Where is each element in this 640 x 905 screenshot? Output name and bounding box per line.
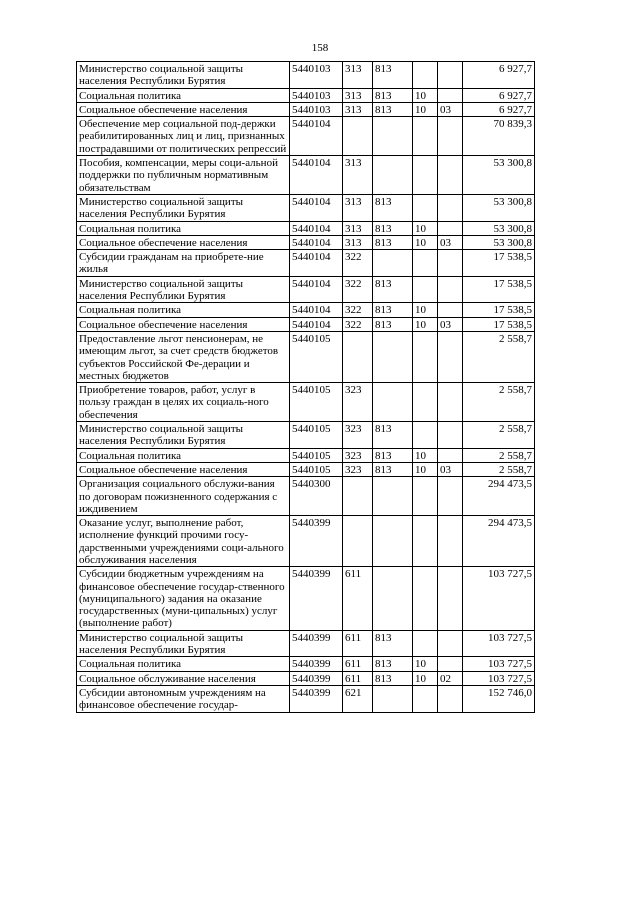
row-amount-cell: 70 839,3: [463, 117, 535, 156]
row-amount-cell: 103 727,5: [463, 630, 535, 657]
row-subsection-cell: 02: [438, 671, 463, 685]
row-section-cell: 10: [413, 235, 438, 249]
row-target-article-cell: 5440300: [290, 477, 343, 516]
row-amount-cell: 17 538,5: [463, 317, 535, 331]
row-amount-cell: 17 538,5: [463, 250, 535, 277]
table-row: [77, 250, 535, 277]
row-target-article-cell: 5440104: [290, 194, 343, 221]
row-section-cell: [413, 117, 438, 156]
table-row: [77, 567, 535, 630]
row-amount-cell: 294 473,5: [463, 516, 535, 567]
row-administrator-cell: [373, 250, 413, 277]
row-amount-cell: 2 558,7: [463, 331, 535, 382]
row-target-article-cell: 5440104: [290, 235, 343, 249]
row-name-cell: Субсидии бюджетным учреждениям на финансовое обеспечение государ-ственного (муниципального) задания на оказание государственных (муни-ципальных) услуг (выполнение работ): [77, 567, 290, 630]
row-expense-type-cell: 611: [343, 630, 373, 657]
table-row: [77, 462, 535, 476]
row-section-cell: 10: [413, 448, 438, 462]
row-expense-type-cell: 611: [343, 567, 373, 630]
row-section-cell: [413, 250, 438, 277]
row-name-cell: Предоставление льгот пенсионерам, не имеющим льгот, за счет средств бюджетов субъектов Российской Фе-дерации и местных бюджетов: [77, 331, 290, 382]
row-administrator-cell: 813: [373, 276, 413, 303]
row-target-article-cell: 5440104: [290, 250, 343, 277]
row-amount-cell: 6 927,7: [463, 62, 535, 89]
row-administrator-cell: [373, 156, 413, 195]
row-section-cell: 10: [413, 317, 438, 331]
row-administrator-cell: 813: [373, 235, 413, 249]
row-subsection-cell: [438, 331, 463, 382]
row-target-article-cell: 5440399: [290, 630, 343, 657]
row-subsection-cell: [438, 516, 463, 567]
row-amount-cell: 53 300,8: [463, 194, 535, 221]
row-expense-type-cell: 323: [343, 383, 373, 422]
row-administrator-cell: 813: [373, 448, 413, 462]
row-section-cell: [413, 156, 438, 195]
row-section-cell: [413, 383, 438, 422]
row-amount-cell: 152 746,0: [463, 685, 535, 712]
page-number: 158: [311, 42, 329, 54]
row-subsection-cell: [438, 630, 463, 657]
row-expense-type-cell: 322: [343, 276, 373, 303]
row-subsection-cell: [438, 567, 463, 630]
row-name-cell: Приобретение товаров, работ, услуг в пользу граждан в целях их социаль-ного обеспечения: [77, 383, 290, 422]
row-administrator-cell: 813: [373, 102, 413, 116]
row-amount-cell: 53 300,8: [463, 235, 535, 249]
table-row: [77, 630, 535, 657]
row-name-cell: Министерство социальной защиты населения Республики Бурятия: [77, 422, 290, 449]
row-subsection-cell: 03: [438, 317, 463, 331]
row-amount-cell: 2 558,7: [463, 383, 535, 422]
row-amount-cell: 103 727,5: [463, 671, 535, 685]
row-administrator-cell: 813: [373, 671, 413, 685]
row-subsection-cell: [438, 156, 463, 195]
row-subsection-cell: [438, 117, 463, 156]
row-section-cell: [413, 331, 438, 382]
row-name-cell: Министерство социальной защиты населения Республики Бурятия: [77, 276, 290, 303]
table-row: [77, 685, 535, 712]
row-target-article-cell: 5440103: [290, 88, 343, 102]
table-row: [77, 477, 535, 516]
row-expense-type-cell: 313: [343, 102, 373, 116]
budget-table: [76, 61, 535, 713]
row-amount-cell: 103 727,5: [463, 567, 535, 630]
table-row: [77, 156, 535, 195]
row-target-article-cell: 5440104: [290, 156, 343, 195]
row-administrator-cell: [373, 117, 413, 156]
row-subsection-cell: 03: [438, 462, 463, 476]
table-row: [77, 383, 535, 422]
row-target-article-cell: 5440399: [290, 657, 343, 671]
row-administrator-cell: [373, 516, 413, 567]
row-amount-cell: 53 300,8: [463, 221, 535, 235]
row-administrator-cell: 813: [373, 303, 413, 317]
row-administrator-cell: 813: [373, 62, 413, 89]
table-row: [77, 276, 535, 303]
row-expense-type-cell: 313: [343, 235, 373, 249]
row-target-article-cell: 5440104: [290, 221, 343, 235]
row-expense-type-cell: [343, 477, 373, 516]
row-expense-type-cell: 313: [343, 194, 373, 221]
row-section-cell: [413, 477, 438, 516]
row-amount-cell: 6 927,7: [463, 102, 535, 116]
row-expense-type-cell: 313: [343, 88, 373, 102]
row-target-article-cell: 5440399: [290, 671, 343, 685]
row-administrator-cell: 813: [373, 422, 413, 449]
row-subsection-cell: [438, 62, 463, 89]
row-name-cell: Организация социального обслужи-вания по договорам пожизненного содержания с иждивением: [77, 477, 290, 516]
table-row: [77, 235, 535, 249]
row-target-article-cell: 5440105: [290, 448, 343, 462]
table-row: [77, 102, 535, 116]
row-administrator-cell: 813: [373, 194, 413, 221]
row-administrator-cell: [373, 331, 413, 382]
row-subsection-cell: 03: [438, 102, 463, 116]
row-name-cell: Социальная политика: [77, 303, 290, 317]
row-administrator-cell: [373, 477, 413, 516]
table-row: [77, 88, 535, 102]
row-expense-type-cell: [343, 516, 373, 567]
row-target-article-cell: 5440105: [290, 462, 343, 476]
row-name-cell: Социальное обеспечение населения: [77, 462, 290, 476]
row-target-article-cell: 5440104: [290, 276, 343, 303]
row-target-article-cell: 5440105: [290, 331, 343, 382]
row-administrator-cell: 813: [373, 88, 413, 102]
row-administrator-cell: [373, 567, 413, 630]
row-expense-type-cell: 323: [343, 422, 373, 449]
row-section-cell: 10: [413, 462, 438, 476]
row-target-article-cell: 5440103: [290, 102, 343, 116]
row-section-cell: 10: [413, 88, 438, 102]
table-row: [77, 221, 535, 235]
row-name-cell: Оказание услуг, выполнение работ, исполнение функций прочими госу-дарственными учреждениями соци-ального обслуживания населения: [77, 516, 290, 567]
row-subsection-cell: [438, 250, 463, 277]
row-amount-cell: 2 558,7: [463, 422, 535, 449]
table-row: [77, 117, 535, 156]
row-target-article-cell: 5440105: [290, 422, 343, 449]
row-name-cell: Пособия, компенсации, меры соци-альной поддержки по публичным нормативным обязательствам: [77, 156, 290, 195]
row-administrator-cell: 813: [373, 317, 413, 331]
row-expense-type-cell: 313: [343, 221, 373, 235]
row-subsection-cell: [438, 422, 463, 449]
row-target-article-cell: 5440104: [290, 317, 343, 331]
row-section-cell: [413, 422, 438, 449]
row-target-article-cell: 5440105: [290, 383, 343, 422]
row-target-article-cell: 5440399: [290, 516, 343, 567]
row-subsection-cell: [438, 657, 463, 671]
row-amount-cell: 2 558,7: [463, 448, 535, 462]
row-section-cell: 10: [413, 102, 438, 116]
table-row: [77, 317, 535, 331]
row-expense-type-cell: [343, 117, 373, 156]
row-subsection-cell: [438, 276, 463, 303]
row-name-cell: Обеспечение мер социальной под-держки реабилитированных лиц и лиц, признанных пострадавшими от политических репрессий: [77, 117, 290, 156]
row-section-cell: [413, 516, 438, 567]
row-subsection-cell: [438, 477, 463, 516]
row-section-cell: [413, 630, 438, 657]
table-row: [77, 516, 535, 567]
row-section-cell: [413, 62, 438, 89]
row-section-cell: 10: [413, 303, 438, 317]
row-name-cell: Министерство социальной защиты населения Республики Бурятия: [77, 630, 290, 657]
row-administrator-cell: 813: [373, 630, 413, 657]
row-name-cell: Социальная политика: [77, 221, 290, 235]
row-subsection-cell: [438, 194, 463, 221]
row-name-cell: Социальное обеспечение населения: [77, 235, 290, 249]
row-section-cell: [413, 194, 438, 221]
row-amount-cell: 294 473,5: [463, 477, 535, 516]
row-name-cell: Социальная политика: [77, 657, 290, 671]
row-name-cell: Министерство социальной защиты населения Республики Бурятия: [77, 194, 290, 221]
row-name-cell: Социальная политика: [77, 88, 290, 102]
row-section-cell: 10: [413, 657, 438, 671]
table-row: [77, 448, 535, 462]
table-row: [77, 62, 535, 89]
table-row: [77, 331, 535, 382]
row-amount-cell: 6 927,7: [463, 88, 535, 102]
row-target-article-cell: 5440104: [290, 117, 343, 156]
row-expense-type-cell: [343, 331, 373, 382]
table-row: [77, 657, 535, 671]
row-target-article-cell: 5440399: [290, 685, 343, 712]
row-subsection-cell: [438, 303, 463, 317]
row-administrator-cell: [373, 685, 413, 712]
row-section-cell: 10: [413, 221, 438, 235]
row-administrator-cell: [373, 383, 413, 422]
row-section-cell: [413, 567, 438, 630]
row-subsection-cell: 03: [438, 235, 463, 249]
row-expense-type-cell: 621: [343, 685, 373, 712]
row-expense-type-cell: 611: [343, 657, 373, 671]
row-section-cell: [413, 685, 438, 712]
row-administrator-cell: 813: [373, 462, 413, 476]
row-name-cell: Социальное обслуживание населения: [77, 671, 290, 685]
row-subsection-cell: [438, 448, 463, 462]
row-expense-type-cell: 323: [343, 448, 373, 462]
table-row: [77, 422, 535, 449]
budget-table-body: [77, 62, 535, 713]
row-amount-cell: 2 558,7: [463, 462, 535, 476]
row-expense-type-cell: 611: [343, 671, 373, 685]
row-amount-cell: 103 727,5: [463, 657, 535, 671]
row-expense-type-cell: 313: [343, 156, 373, 195]
table-row: [77, 671, 535, 685]
row-subsection-cell: [438, 685, 463, 712]
table-row: [77, 303, 535, 317]
row-target-article-cell: 5440103: [290, 62, 343, 89]
row-administrator-cell: 813: [373, 221, 413, 235]
row-section-cell: [413, 276, 438, 303]
row-target-article-cell: 5440104: [290, 303, 343, 317]
row-subsection-cell: [438, 383, 463, 422]
table-row: [77, 194, 535, 221]
row-name-cell: Социальная политика: [77, 448, 290, 462]
row-section-cell: 10: [413, 671, 438, 685]
row-subsection-cell: [438, 221, 463, 235]
row-administrator-cell: 813: [373, 657, 413, 671]
row-amount-cell: 17 538,5: [463, 303, 535, 317]
row-expense-type-cell: 322: [343, 250, 373, 277]
row-target-article-cell: 5440399: [290, 567, 343, 630]
row-name-cell: Социальное обеспечение населения: [77, 317, 290, 331]
row-name-cell: Социальное обеспечение населения: [77, 102, 290, 116]
row-subsection-cell: [438, 88, 463, 102]
row-name-cell: Субсидии автономным учреждениям на финансовое обеспечение государ-: [77, 685, 290, 712]
row-expense-type-cell: 322: [343, 303, 373, 317]
row-amount-cell: 53 300,8: [463, 156, 535, 195]
row-name-cell: Субсидии гражданам на приобрете-ние жилья: [77, 250, 290, 277]
row-expense-type-cell: 322: [343, 317, 373, 331]
row-expense-type-cell: 313: [343, 62, 373, 89]
row-expense-type-cell: 323: [343, 462, 373, 476]
row-name-cell: Министерство социальной защиты населения Республики Бурятия: [77, 62, 290, 89]
row-amount-cell: 17 538,5: [463, 276, 535, 303]
